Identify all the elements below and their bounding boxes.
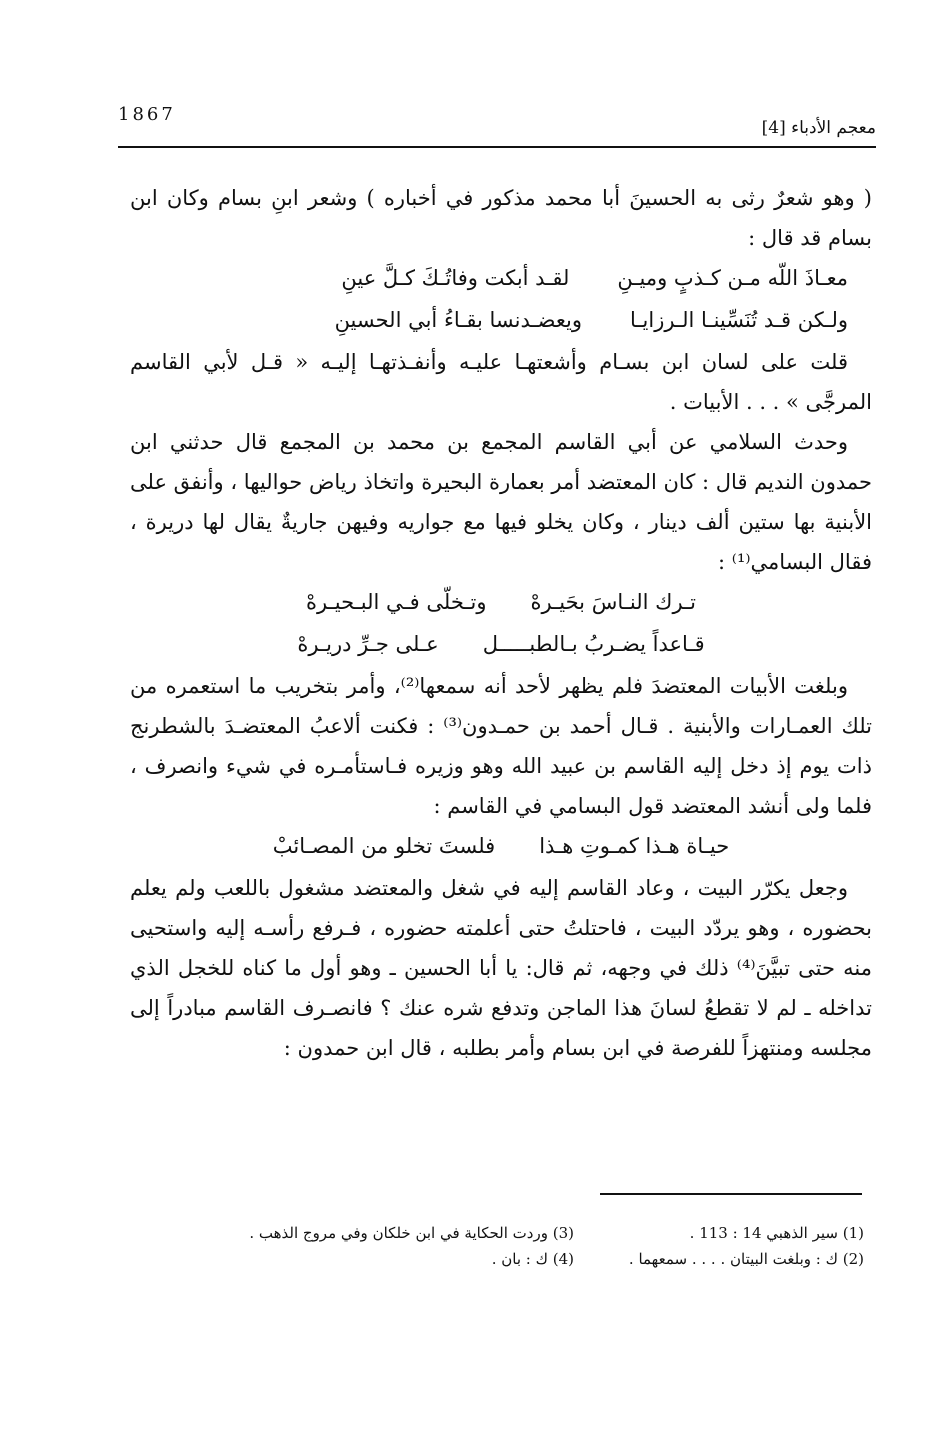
footnotes bbox=[110, 1220, 870, 1272]
verse-1-first-hemistich: معـاذَ اللّه مـن كـذبٍ وميـنِ bbox=[617, 266, 848, 290]
footnote-3: (3) وردت الحكاية في ابن خلكان وفي مروج الذهب . bbox=[249, 1224, 574, 1242]
verse-3-first-hemistich: تـرك النـاسَ بحَيـرهْ bbox=[530, 590, 697, 614]
footnote-row-2 bbox=[110, 1246, 870, 1272]
paragraph-2: قلت على لسان ابن بسـام وأشعتهـا عليـه وأنفـذتهـا إليـه « قـل لأبي القاسم المرجَّى » . . . الأبيات . bbox=[130, 350, 872, 414]
verse-5-second-hemistich: فلستَ تخلو من المصـائبْ bbox=[272, 834, 496, 858]
verse-5-first-hemistich: حيـاة هـذا كمـوتِ هـذا bbox=[539, 834, 730, 858]
main-text bbox=[130, 178, 872, 1068]
paragraph-4: وبلغت الأبيات المعتضدَ فلم يظهر لأحد أنه سمعها⁽²⁾، وأمر بتخريب ما استعمره من تلك العمـارات والأبنية . قـال أحمد بن حمـدون⁽³⁾ : فكنت ألاعبُ المعتضـدَ بالشطرنج ذات يوم إذ دخل إليه القاسم بن عبيد الله وهو وزيره فـاستأمـره في شيء وانصرف ، فلما ولى أنشد المعتضد قول البسامي في القاسم : bbox=[130, 674, 872, 818]
verse-4-second-hemistich: عـلى جـرِّ دريـرهْ bbox=[297, 632, 439, 656]
verse-line-5 bbox=[130, 826, 872, 866]
verse-4-first-hemistich: قـاعداً يضـربُ بـالطبـــــل bbox=[482, 632, 705, 656]
running-title: معجم الأدباء [4] bbox=[761, 118, 876, 138]
verse-line-2 bbox=[130, 300, 872, 340]
footnote-row-1 bbox=[110, 1220, 870, 1246]
page-header bbox=[118, 100, 876, 140]
footnote-rule bbox=[600, 1193, 862, 1195]
verse-2-first-hemistich: ولـكن قـد تُنَسِّينـا الـرزايـا bbox=[630, 308, 848, 332]
paragraph-1: ( وهو شعرٌ رثى به الحسينَ أبا محمد مذكور في أخباره ) وشعر ابنِ بسام وكان ابن بسام قد قال : bbox=[130, 186, 872, 250]
header-rule bbox=[118, 146, 876, 148]
footnote-4: (4) ك : بان . bbox=[491, 1250, 574, 1268]
verse-line-3 bbox=[130, 582, 872, 622]
page-number: 1867 bbox=[118, 104, 176, 125]
footnote-1: (1) سير الذهبي 14 : 113 . bbox=[689, 1224, 864, 1242]
footnote-2: (2) ك : وبلغت البيتان . . . . سمعهما . bbox=[628, 1250, 864, 1268]
verse-line-4 bbox=[130, 624, 872, 664]
verse-2-second-hemistich: ويعضـدنسا بقـاءُ أبي الحسينِ bbox=[334, 308, 582, 332]
verse-1-second-hemistich: لقـد أبكت وفاتُـكَ كـلَّ عينِ bbox=[341, 266, 570, 290]
verse-line-1 bbox=[130, 258, 872, 298]
paragraph-3: وحدث السلامي عن أبي القاسم المجمع بن محمد بن المجمع قال حدثني ابن حمدون النديم قال : كان المعتضد أمر بعمارة البحيرة واتخاذ رياض حواليها ، وأنفق على الأبنية بها ستين ألف دينار ، وكان يخلو فيها مع جواريه وفيهن جاريةٌ يقال لها دريرة ، فقال البسامي⁽¹⁾ : bbox=[130, 430, 872, 574]
paragraph-5: وجعل يكرّر البيت ، وعاد القاسم إليه في شغل والمعتضد مشغول باللعب ولم يعلم بحضوره ، وهو يردّد البيت ، فاحتلتُ حتى أعلمته حضوره ، فـرفع رأسـه إليه واستحيى منه حتى تبيَّنَ⁽⁴⁾ ذلك في وجهه، ثم قال: يا أبا الحسين ـ وهو أول ما كناه للخجل الذي تداخله ـ لم لا تقطعُ لسانَ هذا الماجن وتدفع شره عنك ؟ فانصـرف القاسم مبادراً إلى مجلسه ومنتهزاً للفرصة في ابن بسام وأمر بطلبه ، قال ابن حمدون : bbox=[130, 876, 872, 1060]
verse-3-second-hemistich: وتـخلّى فـي البـحيـرهْ bbox=[305, 590, 487, 614]
